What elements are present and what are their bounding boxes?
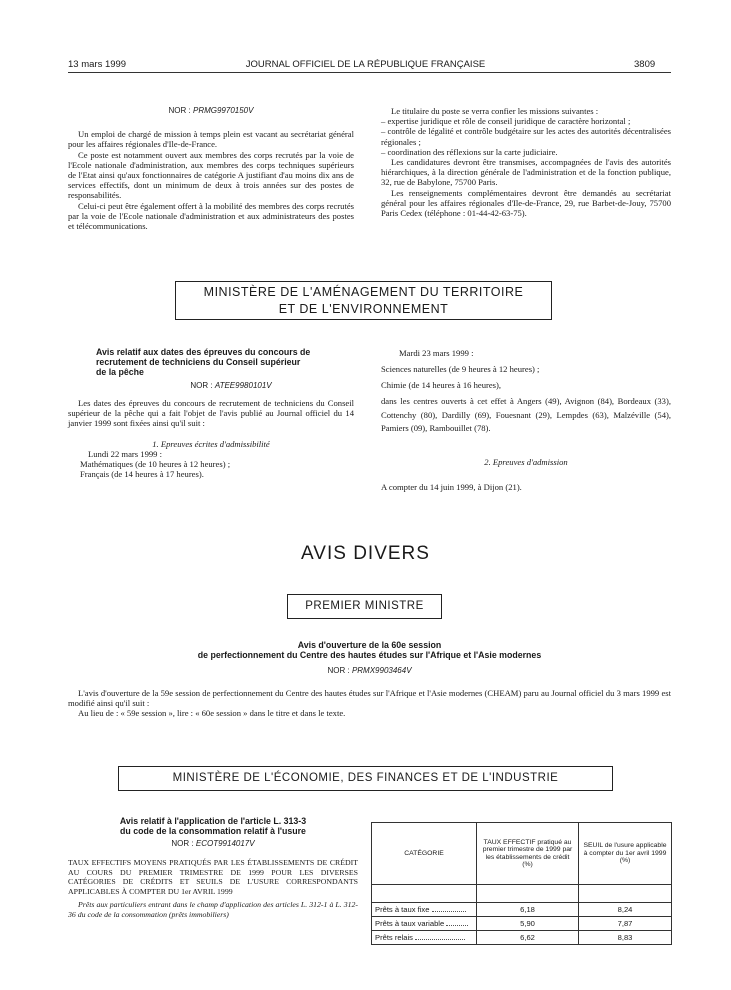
- section4-left-column: [68, 816, 358, 920]
- section4-title: Avis relatif à l'application de l'article L. 313-3 du code de la consommation relatif à l'usure: [119, 816, 307, 836]
- list-item: Français (de 14 heures à 17 heures).: [80, 469, 204, 480]
- section4-italic-paragraph: Prêts aux particuliers entrant dans le champ d'application des articles L. 312-1 à L. 312-36 du code de la consommation (prêts immobiliers): [68, 900, 358, 919]
- section2-exam-date: Lundi 22 mars 1999 :: [88, 448, 162, 459]
- list-item: – expertise juridique et rôle de conseil juridique de caractère horizontal ;: [381, 116, 631, 127]
- section3-body: [68, 688, 671, 719]
- list-item: Mathématiques (de 10 heures à 12 heures) ;: [80, 459, 231, 470]
- section3-nor: NOR : PRMX9903464V: [327, 666, 412, 675]
- section2-right-column: [381, 347, 671, 494]
- list-item: Chimie (de 14 heures à 16 heures),: [381, 380, 502, 390]
- section4-caps-paragraph: TAUX EFFECTIFS MOYENS PRATIQUÉS PAR LES ÉTABLISSEMENTS DE CRÉDIT AU COURS DU PREMIER TRIMESTRE DE 1999 POUR LES DIVERSES CATÉGORIES DE CRÉDITS ET SEUILS DE L'USURE CORRESPONDANTS APPLICABLES À COMPTER DU 1er AVRIL 1999: [68, 858, 358, 896]
- section2-paragraph: Les dates des épreuves du concours de recrutement de techniciens du Conseil supérieur de la pêche qui a fait l'objet de l'avis publié au Journal officiel du 14 janvier 1999 sont fixées ainsi qu'il suit :: [68, 398, 354, 429]
- row-rate: 6,62: [477, 931, 579, 945]
- usury-rates-table-wrapper: [371, 822, 672, 945]
- header-rule: [68, 72, 671, 73]
- column-header-categorie: CATÉGORIE: [372, 823, 477, 885]
- section2-centres: dans les centres ouverts à cet effet à Angers (49), Avignon (84), Bordeaux (33), Cottenchy (80), Dardilly (69), Fouesnant (29), Lempdes (63), Malzéville (54), Pamiers (09), Rambouillet (78).: [381, 396, 671, 433]
- header-journal: JOURNAL OFFICIEL DE LA RÉPUBLIQUE FRANÇAISE: [245, 59, 486, 70]
- row-threshold: 8,24: [579, 903, 672, 917]
- row-label: Prêts à taux fixe: [375, 905, 430, 914]
- table-row: [372, 931, 672, 945]
- column-header-taux: TAUX EFFECTIF pratiqué au premier trimestre de 1999 par les établissements de crédit (%): [477, 823, 579, 885]
- avis-divers-heading: AVIS DIVERS: [301, 543, 430, 564]
- header-date: 13 mars 1999: [68, 59, 127, 70]
- section1-paragraph: Un emploi de chargé de mission à temps plein est vacant au secrétariat général pour les affaires régionales d'Ile-de-France.: [68, 129, 354, 150]
- table-row: [372, 903, 672, 917]
- section3-title: Avis d'ouverture de la 60e session de perfectionnement du Centre des hautes études sur l'Afrique et l'Asie modernes: [197, 640, 542, 660]
- header-page-number: 3809: [634, 59, 656, 70]
- section1-paragraph: Les renseignements complémentaires devront être demandés au secrétariat général pour les affaires régionales d'Ile-de-France, 29, rue Barbet-de-Jouy, 75700 Paris Cedex (téléphone : 01-44-42-63-75).: [381, 187, 671, 219]
- section2-title: Avis relatif aux dates des épreuves du concours de recrutement de techniciens du Conseil supérieur de la pêche: [96, 347, 311, 377]
- usury-rates-table: [371, 822, 672, 945]
- section1-paragraph: Ce poste est notamment ouvert aux membres des corps recrutés par la voie de l'Ecole nationale d'administration, aux membres des corps techniques supérieurs de l'Etat ainsi qu'aux fonctionnaires de catégorie A justifiant d'au moins dix ans de services effectifs, dont un minimum de deux à trois années sur des postes de responsabilités.: [68, 149, 354, 201]
- premier-ministre-heading: PREMIER MINISTRE: [287, 594, 442, 619]
- section2-left-column: [68, 347, 354, 480]
- section3-paragraph: L'avis d'ouverture de la 59e session de perfectionnement du Centre des hautes études sur l'Afrique et l'Asie modernes (CHEAM) paru au Journal officiel du 3 mars 1999 est modifié ainsi qu'il suit :: [68, 688, 671, 709]
- ministry-amenagement-heading: MINISTÈRE DE L'AMÉNAGEMENT DU TERRITOIRE ET DE L'ENVIRONNEMENT: [175, 281, 552, 320]
- section2-subheading-admission: 2. Epreuves d'admission: [484, 456, 568, 467]
- section1-paragraph: Celui-ci peut être également offert à la mobilité des membres des corps recrutés par la voie de l'Ecole nationale d'administration et aux administrateurs des postes et télécommunications.: [68, 200, 354, 232]
- row-label: Prêts à taux variable: [375, 919, 445, 928]
- row-label: Prêts relais: [375, 933, 413, 942]
- row-rate: 5,90: [477, 917, 579, 931]
- list-item: Sciences naturelles (de 9 heures à 12 heures) ;: [381, 364, 540, 374]
- section1-paragraph: Les candidatures devront être transmises, accompagnées de l'avis des autorités hiérarchiques, à la direction générale de l'administration et de la fonction publique, 32, rue de Babylone, 75700 Paris.: [381, 157, 671, 188]
- section1-mission-list: [381, 116, 671, 157]
- section1-intro: Le titulaire du poste se verra confier les missions suivantes :: [391, 106, 599, 116]
- row-rate: 6,18: [477, 903, 579, 917]
- table-row: [372, 917, 672, 931]
- row-threshold: 7,87: [579, 917, 672, 931]
- section4-nor: NOR : ECOT9914017V: [171, 839, 255, 848]
- section2-admission-date: A compter du 14 juin 1999, à Dijon (21).: [381, 481, 522, 492]
- list-item: – coordination des réflexions sur la carte judiciaire.: [381, 146, 558, 157]
- section1-left-column: [68, 106, 354, 231]
- section3-paragraph: Au lieu de : « 59e session », lire : « 60e session » dans le titre et dans le texte.: [78, 708, 346, 719]
- section1-nor: NOR : PRMG9970150V: [168, 106, 254, 115]
- section1-right-column: [381, 106, 671, 218]
- section2-subheading-ecrites: 1. Epreuves écrites d'admissibilité: [152, 438, 270, 449]
- row-threshold: 8,83: [579, 931, 672, 945]
- section2-nor: NOR : ATEE9980101V: [190, 381, 272, 390]
- section2-exam-date: Mardi 23 mars 1999 :: [399, 348, 474, 358]
- table-header-row: [372, 823, 672, 885]
- ministry-economie-heading: MINISTÈRE DE L'ÉCONOMIE, DES FINANCES ET DE L'INDUSTRIE: [118, 766, 613, 791]
- column-header-seuil: SEUIL de l'usure applicable à compter du 1er avril 1999 (%): [579, 823, 672, 885]
- list-item: – contrôle de légalité et contrôle budgétaire sur les actes des autorités décentralisées régionales ;: [381, 126, 671, 147]
